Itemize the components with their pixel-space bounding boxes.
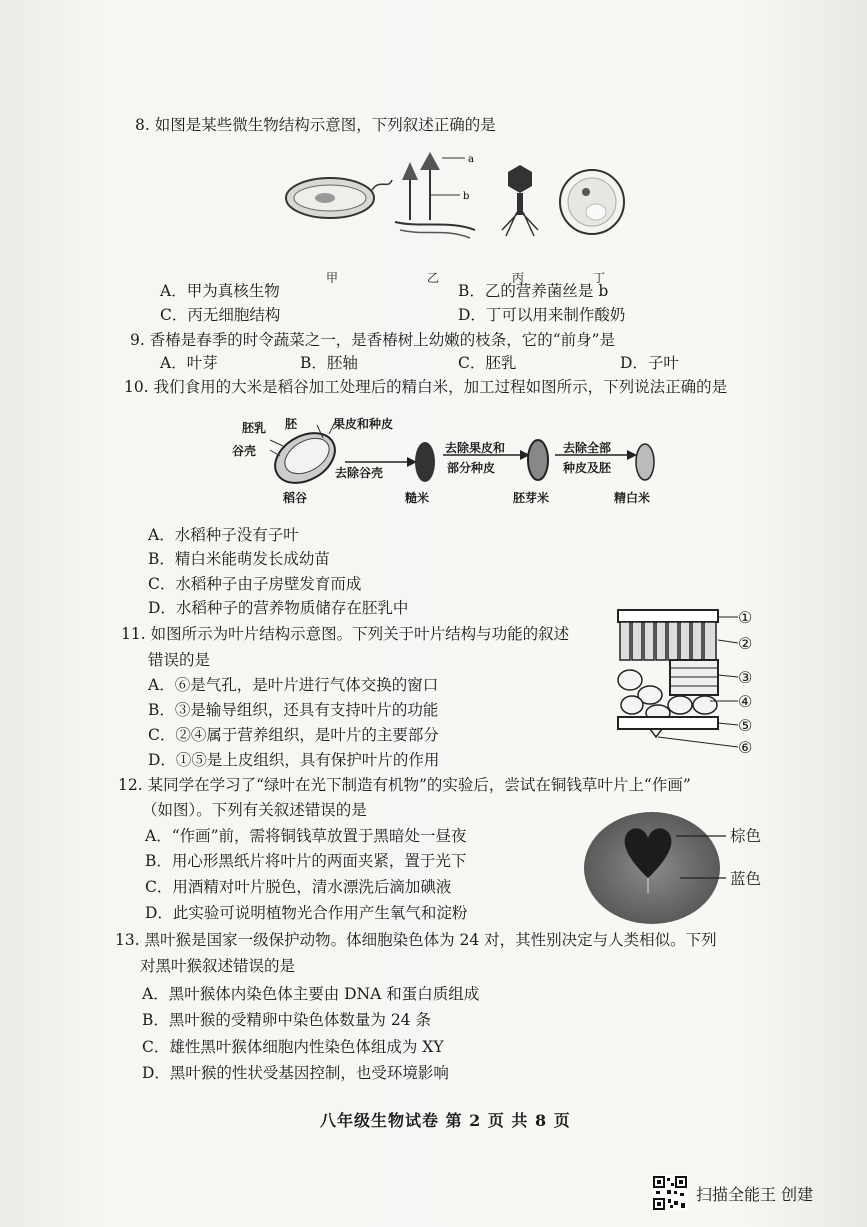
marker-3: ③ <box>738 668 753 687</box>
label-step2b: 部分种皮 <box>447 461 496 475</box>
q12-option-c: C．用酒精对叶片脱色，清水漂洗后滴加碘液 <box>145 878 452 896</box>
mark-a: a <box>468 154 474 165</box>
q11-option-c: C．②④属于营养组织，是叶片的主要部分 <box>148 726 439 744</box>
leaf-painting-figure <box>580 808 730 928</box>
germ-rice-icon <box>528 440 548 480</box>
label-jia: 甲 <box>326 271 339 285</box>
label-caomi: 糙米 <box>405 491 430 505</box>
q11-option-a: A．⑥是气孔，是叶片进行气体交换的窗口 <box>148 676 439 694</box>
label-peiyami: 胚芽米 <box>513 491 550 505</box>
q10-option-b: B．精白米能萌发长成幼苗 <box>148 550 330 568</box>
label-daogu: 稻谷 <box>283 491 308 505</box>
marker-2: ② <box>738 634 753 653</box>
q10-option-d: D．水稻种子的营养物质储存在胚乳中 <box>148 599 409 617</box>
q9-stem: 9. 香椿是春季的时令蔬菜之一，是香椿树上幼嫩的枝条，它的“前身”是 <box>130 331 616 349</box>
page-footer: 八年级生物试卷 第 2 页 共 8 页 <box>320 1111 571 1130</box>
q8-figure <box>280 150 640 260</box>
q9-option-b: B．胚轴 <box>300 354 358 372</box>
q11-stem-line1: 11. 如图所示为叶片结构示意图。下列关于叶片结构与功能的叙述 <box>121 625 570 643</box>
label-guke: 谷壳 <box>232 444 257 458</box>
label-guopi: 果皮和种皮 <box>333 417 394 431</box>
q12-stem-line1: 12. 某同学在学习了“绿叶在光下制造有机物”的实验后，尝试在铜钱草叶片上“作画” <box>118 776 691 794</box>
label-step3b: 种皮及胚 <box>563 461 612 475</box>
label-brown: 棕色 <box>730 827 762 845</box>
q8-option-b: B．乙的营养菌丝是 b <box>458 282 609 300</box>
q9-option-a: A．叶芽 <box>160 354 218 372</box>
q9-option-c: C．胚乳 <box>458 354 517 372</box>
mark-b: b <box>463 191 470 202</box>
label-ding: 丁 <box>593 271 606 285</box>
q13-stem-line2: 对黑叶猴叙述错误的是 <box>140 957 296 975</box>
q10-option-c: C．水稻种子由子房壁发育而成 <box>148 575 362 593</box>
q13-stem-line1: 13. 黑叶猴是国家一级保护动物。体细胞染色体为 24 对，其性别决定与人类相似。下列 <box>115 931 717 949</box>
q12-option-b: B．用心形黑纸片将叶片的两面夹紧，置于光下 <box>145 852 467 870</box>
q10-option-a: A．水稻种子没有子叶 <box>148 526 299 544</box>
q12-stem-line2: （如图）。下列有关叙述错误的是 <box>142 801 367 819</box>
label-jingbaimi: 精白米 <box>614 491 651 505</box>
label-step3a: 去除全部 <box>563 441 612 455</box>
virus-figure <box>502 165 538 236</box>
marker-1: ① <box>738 608 753 627</box>
brown-rice-icon <box>415 442 435 482</box>
q13-option-d: D．黑叶猴的性状受基因控制，也受环境影响 <box>142 1064 449 1082</box>
label-blue: 蓝色 <box>730 870 762 888</box>
bacterium-figure <box>286 178 392 218</box>
q12-option-a: A．“作画”前，需将铜钱草放置于黑暗处一昼夜 <box>145 827 467 845</box>
q13-option-b: B．黑叶猴的受精卵中染色体数量为 24 条 <box>142 1011 431 1029</box>
q11-stem-line2: 错误的是 <box>148 651 211 669</box>
label-step1: 去除谷壳 <box>335 466 384 480</box>
marker-4: ④ <box>738 692 753 711</box>
label-yi: 乙 <box>427 271 440 285</box>
q10-stem: 10. 我们食用的大米是稻谷加工处理后的精白米，加工过程如图所示，下列说法正确的是 <box>124 378 728 396</box>
scanner-credit: 扫描全能王 创建 <box>696 1184 814 1204</box>
q8-option-a: A．甲为真核生物 <box>160 282 280 300</box>
q13-option-c: C．雄性黑叶猴体细胞内性染色体组成为 XY <box>142 1038 444 1056</box>
q8-stem: 8. 如图是某些微生物结构示意图，下列叙述正确的是 <box>135 116 496 134</box>
mold-figure <box>395 152 475 238</box>
qr-code-icon <box>652 1175 688 1211</box>
q8-option-c: C．丙无细胞结构 <box>160 306 281 324</box>
label-bing: 丙 <box>512 271 525 285</box>
polished-rice-icon <box>636 444 654 480</box>
yeast-figure <box>560 170 624 234</box>
q8-option-d: D．丁可以用来制作酸奶 <box>458 306 626 324</box>
q13-option-a: A．黑叶猴体内染色体主要由 DNA 和蛋白质组成 <box>142 985 480 1003</box>
scanner-watermark <box>652 1175 813 1211</box>
label-step2a: 去除果皮和 <box>445 441 506 455</box>
marker-5: ⑤ <box>738 716 753 735</box>
q11-option-d: D．①⑤是上皮组织，具有保护叶片的作用 <box>148 751 440 769</box>
q12-option-d: D．此实验可说明植物光合作用产生氧气和淀粉 <box>145 904 468 922</box>
label-pei: 胚 <box>285 417 298 431</box>
label-peiru: 胚乳 <box>242 421 267 435</box>
q11-option-b: B．③是输导组织，还具有支持叶片的功能 <box>148 701 439 719</box>
marker-6: ⑥ <box>738 738 753 757</box>
q9-option-d: D．子叶 <box>620 354 679 372</box>
